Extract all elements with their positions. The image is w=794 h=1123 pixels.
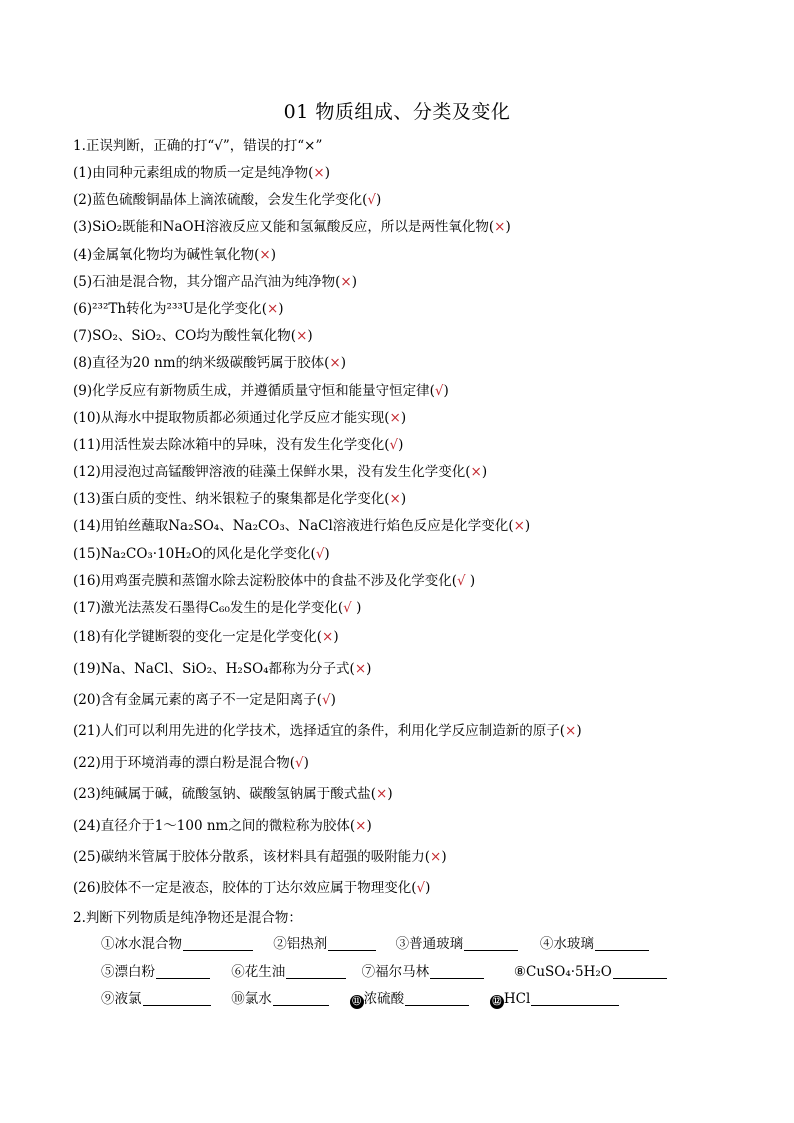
- item-number: (12): [73, 464, 101, 481]
- answer-paren-close: ): [576, 723, 582, 740]
- item-statement: 胶体不一定是液态，胶体的丁达尔效应属于物理变化: [100, 880, 412, 897]
- answer-mark: √: [389, 436, 399, 453]
- item-statement: 用鸡蛋壳膜和蒸馏水除去淀粉胶体中的食盐不涉及化学变化: [100, 572, 452, 589]
- substance-item: ①冰水混合物: [101, 931, 269, 959]
- judgment-item: [73, 378, 753, 405]
- substance-item: ⑤漂白粉: [101, 959, 227, 987]
- item-number: (22): [73, 754, 101, 771]
- answer-mark: ×: [513, 518, 525, 535]
- answer-paren-close: ): [303, 754, 309, 771]
- substance-row: [101, 931, 664, 959]
- answer-paren-close: ): [398, 436, 404, 453]
- judgment-item: [73, 242, 753, 269]
- judgment-item: [73, 405, 753, 432]
- answer-mark: ×: [340, 273, 352, 290]
- item-number: (1): [73, 165, 93, 181]
- answer-paren-open: (: [559, 723, 565, 740]
- answer-paren-open: (: [384, 436, 390, 453]
- judgment-item: [73, 748, 753, 779]
- item-statement: ²³²Th转化为²³³U是化学变化: [92, 300, 262, 317]
- answer-paren-close: ): [324, 165, 330, 181]
- judgment-item: [73, 214, 753, 241]
- item-number: (2): [73, 192, 93, 209]
- substance-item: ⑫ HCl: [490, 986, 630, 1014]
- item-number: (20): [73, 691, 101, 708]
- answer-paren-open: (: [289, 754, 295, 771]
- answer-paren-open: (: [411, 880, 417, 897]
- answer-mark: √: [315, 545, 325, 562]
- answer-paren-open: (: [324, 355, 330, 372]
- judgment-item: [73, 779, 753, 810]
- item-statement: 石油是混合物，其分馏产品汽油为纯净物: [92, 273, 336, 290]
- answer-paren-open: (: [451, 572, 457, 589]
- answer-mark: ×: [354, 660, 367, 677]
- answer-paren-close: ): [307, 328, 313, 345]
- item-number: (9): [73, 382, 93, 399]
- answer-paren-open: (: [290, 328, 297, 345]
- answer-paren-open: (: [316, 691, 322, 708]
- item-statement: 化学反应有新物质生成，并遵循质量守恒和能量守恒定律: [92, 382, 430, 399]
- judgment-item: [73, 568, 753, 595]
- section-2-instruction: 2.判断下列物质是纯净物还是混合物：: [73, 910, 302, 926]
- item-statement: 用铂丝蘸取Na₂SO₄、Na₂CO₃、NaCl溶液进行焰色反应是化学变化: [100, 518, 509, 535]
- circled-number-11: ⑪: [350, 995, 364, 1009]
- answer-mark: ×: [470, 464, 482, 481]
- answer-paren-open: (: [310, 545, 316, 562]
- answer-mark: ×: [355, 817, 367, 834]
- substance-row: [101, 986, 664, 1014]
- answer-mark: ×: [259, 246, 271, 263]
- item-statement: 直径为20 nm的纳米级碳酸钙属于胶体: [92, 355, 325, 372]
- answer-paren-close: ): [469, 572, 476, 589]
- answer-mark: ×: [329, 355, 341, 372]
- answer-mark: √: [295, 754, 304, 771]
- answer-mark: ×: [322, 629, 334, 646]
- item-statement: 蓝色硫酸铜晶体上滴浓硫酸，会发生化学变化: [92, 192, 363, 209]
- substance-item: ③普通玻璃: [396, 931, 536, 959]
- item-statement: 从海水中提取物质都必须通过化学反应才能实现: [100, 409, 385, 426]
- item-number: (6): [73, 300, 93, 317]
- item-statement: 直径介于1～100 nm之间的微粒称为胶体: [100, 817, 350, 834]
- answer-paren-close: ): [443, 382, 449, 399]
- item-number: (4): [73, 246, 93, 263]
- answer-paren-close: ): [366, 817, 372, 834]
- item-statement: 人们可以利用先进的化学技术，选择适宜的条件，利用化学反应制造新的原子: [100, 723, 560, 740]
- answer-mark: √: [416, 880, 426, 897]
- substance-item: ④水玻璃: [540, 931, 660, 959]
- answer-paren-open: (: [254, 246, 260, 263]
- item-statement: Na、NaCl、SiO₂、H₂SO₄都称为分子式: [100, 660, 350, 677]
- answer-paren-close: ): [376, 192, 382, 209]
- answer-paren-open: (: [384, 409, 390, 426]
- judgment-item: [73, 323, 753, 350]
- item-statement: 含有金属元素的离子不一定是阳离子: [100, 691, 317, 708]
- answer-mark: √: [343, 600, 357, 616]
- item-statement: 激光法蒸发石墨得C₆₀发生的是化学变化: [100, 600, 338, 616]
- answer-paren-open: (: [349, 660, 355, 677]
- judgment-item: [73, 269, 753, 296]
- answer-paren-open: (: [429, 382, 435, 399]
- item-number: (16): [73, 572, 101, 589]
- item-statement: 由同种元素组成的物质一定是纯净物: [92, 165, 309, 181]
- judgment-item: [73, 873, 753, 904]
- item-statement: Na₂CO₃·10H₂O的风化是化学变化: [100, 545, 311, 562]
- answer-paren-close: ): [333, 629, 339, 646]
- item-number: (23): [73, 786, 101, 803]
- answer-paren-close: ): [481, 464, 488, 481]
- answer-paren-close: ): [324, 545, 330, 562]
- judgment-item: [73, 811, 753, 842]
- answer-paren-open: (: [335, 273, 341, 290]
- answer-paren-close: ): [524, 518, 531, 535]
- item-statement: 用浸泡过高锰酸钾溶液的硅藻土保鲜水果，没有发生化学变化: [100, 464, 466, 481]
- judgment-item: [73, 716, 753, 747]
- answer-paren-open: (: [384, 491, 390, 508]
- item-statement: SO₂、SiO₂、CO均为酸性氧化物: [92, 328, 291, 345]
- judgment-item: [73, 432, 753, 459]
- answer-mark: ×: [389, 409, 401, 426]
- substance-item: ⑨液氯: [101, 986, 227, 1014]
- judgment-item: [73, 685, 753, 716]
- answer-paren-open: (: [308, 165, 314, 181]
- circled-number-12: ⑫: [490, 995, 504, 1009]
- judgment-list: [73, 160, 753, 905]
- answer-mark: ×: [296, 328, 308, 345]
- answer-mark: ×: [565, 723, 577, 740]
- substance-item: ②铝热剂: [273, 931, 391, 959]
- judgment-item: [73, 296, 753, 323]
- answer-paren-open: (: [508, 518, 514, 535]
- substance-item: ⑩氯水: [231, 986, 345, 1014]
- item-number: (18): [73, 629, 101, 646]
- item-statement: 有化学键断裂的变化一定是化学变化: [100, 629, 317, 646]
- judgment-item: [73, 595, 753, 622]
- section-1-instruction: 1.正误判断，正确的打“√”，错误的打“×”: [73, 138, 323, 154]
- answer-paren-close: ): [387, 786, 393, 803]
- item-number: (5): [73, 273, 93, 290]
- substance-item: ⑧CuSO₄·5H₂O: [514, 959, 664, 987]
- judgment-item: [73, 486, 753, 513]
- answer-paren-open: (: [424, 848, 430, 865]
- item-number: (24): [73, 817, 101, 834]
- item-number: (11): [73, 436, 101, 453]
- answer-paren-close: ): [330, 691, 336, 708]
- substance-item: ⑥花生油: [231, 959, 357, 987]
- answer-paren-open: (: [465, 464, 471, 481]
- answer-paren-close: ): [340, 355, 346, 372]
- answer-mark: ×: [313, 165, 325, 181]
- item-number: (7): [73, 328, 93, 345]
- item-number: (21): [73, 723, 101, 740]
- answer-paren-open: (: [337, 600, 344, 616]
- judgment-item: [73, 654, 753, 685]
- judgment-item: [73, 842, 753, 873]
- substance-item: ⑦福尔马林: [362, 959, 510, 987]
- item-statement: 用活性炭去除冰箱中的异味，没有发生化学变化: [100, 436, 385, 453]
- item-statement: 金属氧化物均为碱性氧化物: [92, 246, 255, 263]
- substance-grid: [101, 931, 664, 1014]
- answer-mark: √: [457, 572, 470, 589]
- item-statement: 用于环境消毒的漂白粉是混合物: [100, 754, 290, 771]
- answer-paren-open: (: [362, 192, 368, 209]
- item-number: (19): [73, 660, 101, 677]
- item-number: (3): [73, 219, 93, 236]
- answer-paren-close: ): [366, 660, 372, 677]
- answer-paren-open: (: [370, 786, 376, 803]
- answer-paren-close: ): [441, 848, 447, 865]
- answer-mark: ×: [389, 491, 401, 508]
- judgment-item: [73, 513, 753, 540]
- item-number: (13): [73, 491, 101, 508]
- judgment-item: [73, 350, 753, 377]
- page-title: 01 物质组成、分类及变化: [283, 101, 511, 123]
- answer-paren-close: ): [505, 219, 511, 236]
- item-number: (8): [73, 355, 93, 372]
- answer-mark: √: [322, 691, 331, 708]
- item-statement: 纯碱属于碱，硫酸氢钠、碳酸氢钠属于酸式盐: [100, 786, 371, 803]
- answer-paren-close: ): [400, 491, 407, 508]
- answer-paren-close: ): [425, 880, 431, 897]
- substance-item: ⑪ 浓硫酸: [350, 986, 486, 1014]
- item-statement: 蛋白质的变性、纳米银粒子的聚集都是化学变化: [100, 491, 385, 508]
- item-number: (17): [73, 600, 101, 616]
- answer-paren-close: ): [270, 246, 276, 263]
- answer-paren-close: ): [278, 300, 284, 317]
- answer-mark: ×: [430, 848, 442, 865]
- item-statement: 碳纳米管属于胶体分散系，该材料具有超强的吸附能力: [100, 848, 425, 865]
- item-number: (10): [73, 409, 101, 426]
- answer-mark: ×: [376, 786, 388, 803]
- answer-paren-close: ): [356, 600, 362, 616]
- answer-mark: ×: [494, 219, 506, 236]
- answer-paren-open: (: [349, 817, 356, 834]
- item-statement: SiO₂既能和NaOH溶液反应又能和氢氟酸反应，所以是两性氧化物: [92, 219, 489, 236]
- item-number: (25): [73, 848, 101, 865]
- judgment-item: [73, 187, 753, 214]
- judgment-item: [73, 160, 753, 187]
- judgment-item: [73, 541, 753, 568]
- judgment-item: [73, 622, 753, 653]
- item-number: (15): [73, 545, 101, 562]
- substance-row: [101, 959, 664, 987]
- answer-paren-open: (: [488, 219, 495, 236]
- answer-paren-close: ): [400, 409, 407, 426]
- item-number: (14): [73, 518, 101, 535]
- judgment-item: [73, 459, 753, 486]
- answer-paren-open: (: [316, 629, 322, 646]
- answer-mark: ×: [266, 300, 279, 317]
- answer-paren-open: (: [261, 300, 267, 317]
- answer-mark: √: [434, 382, 444, 399]
- item-number: (26): [73, 880, 101, 897]
- answer-mark: √: [367, 192, 377, 209]
- answer-paren-close: ): [351, 273, 357, 290]
